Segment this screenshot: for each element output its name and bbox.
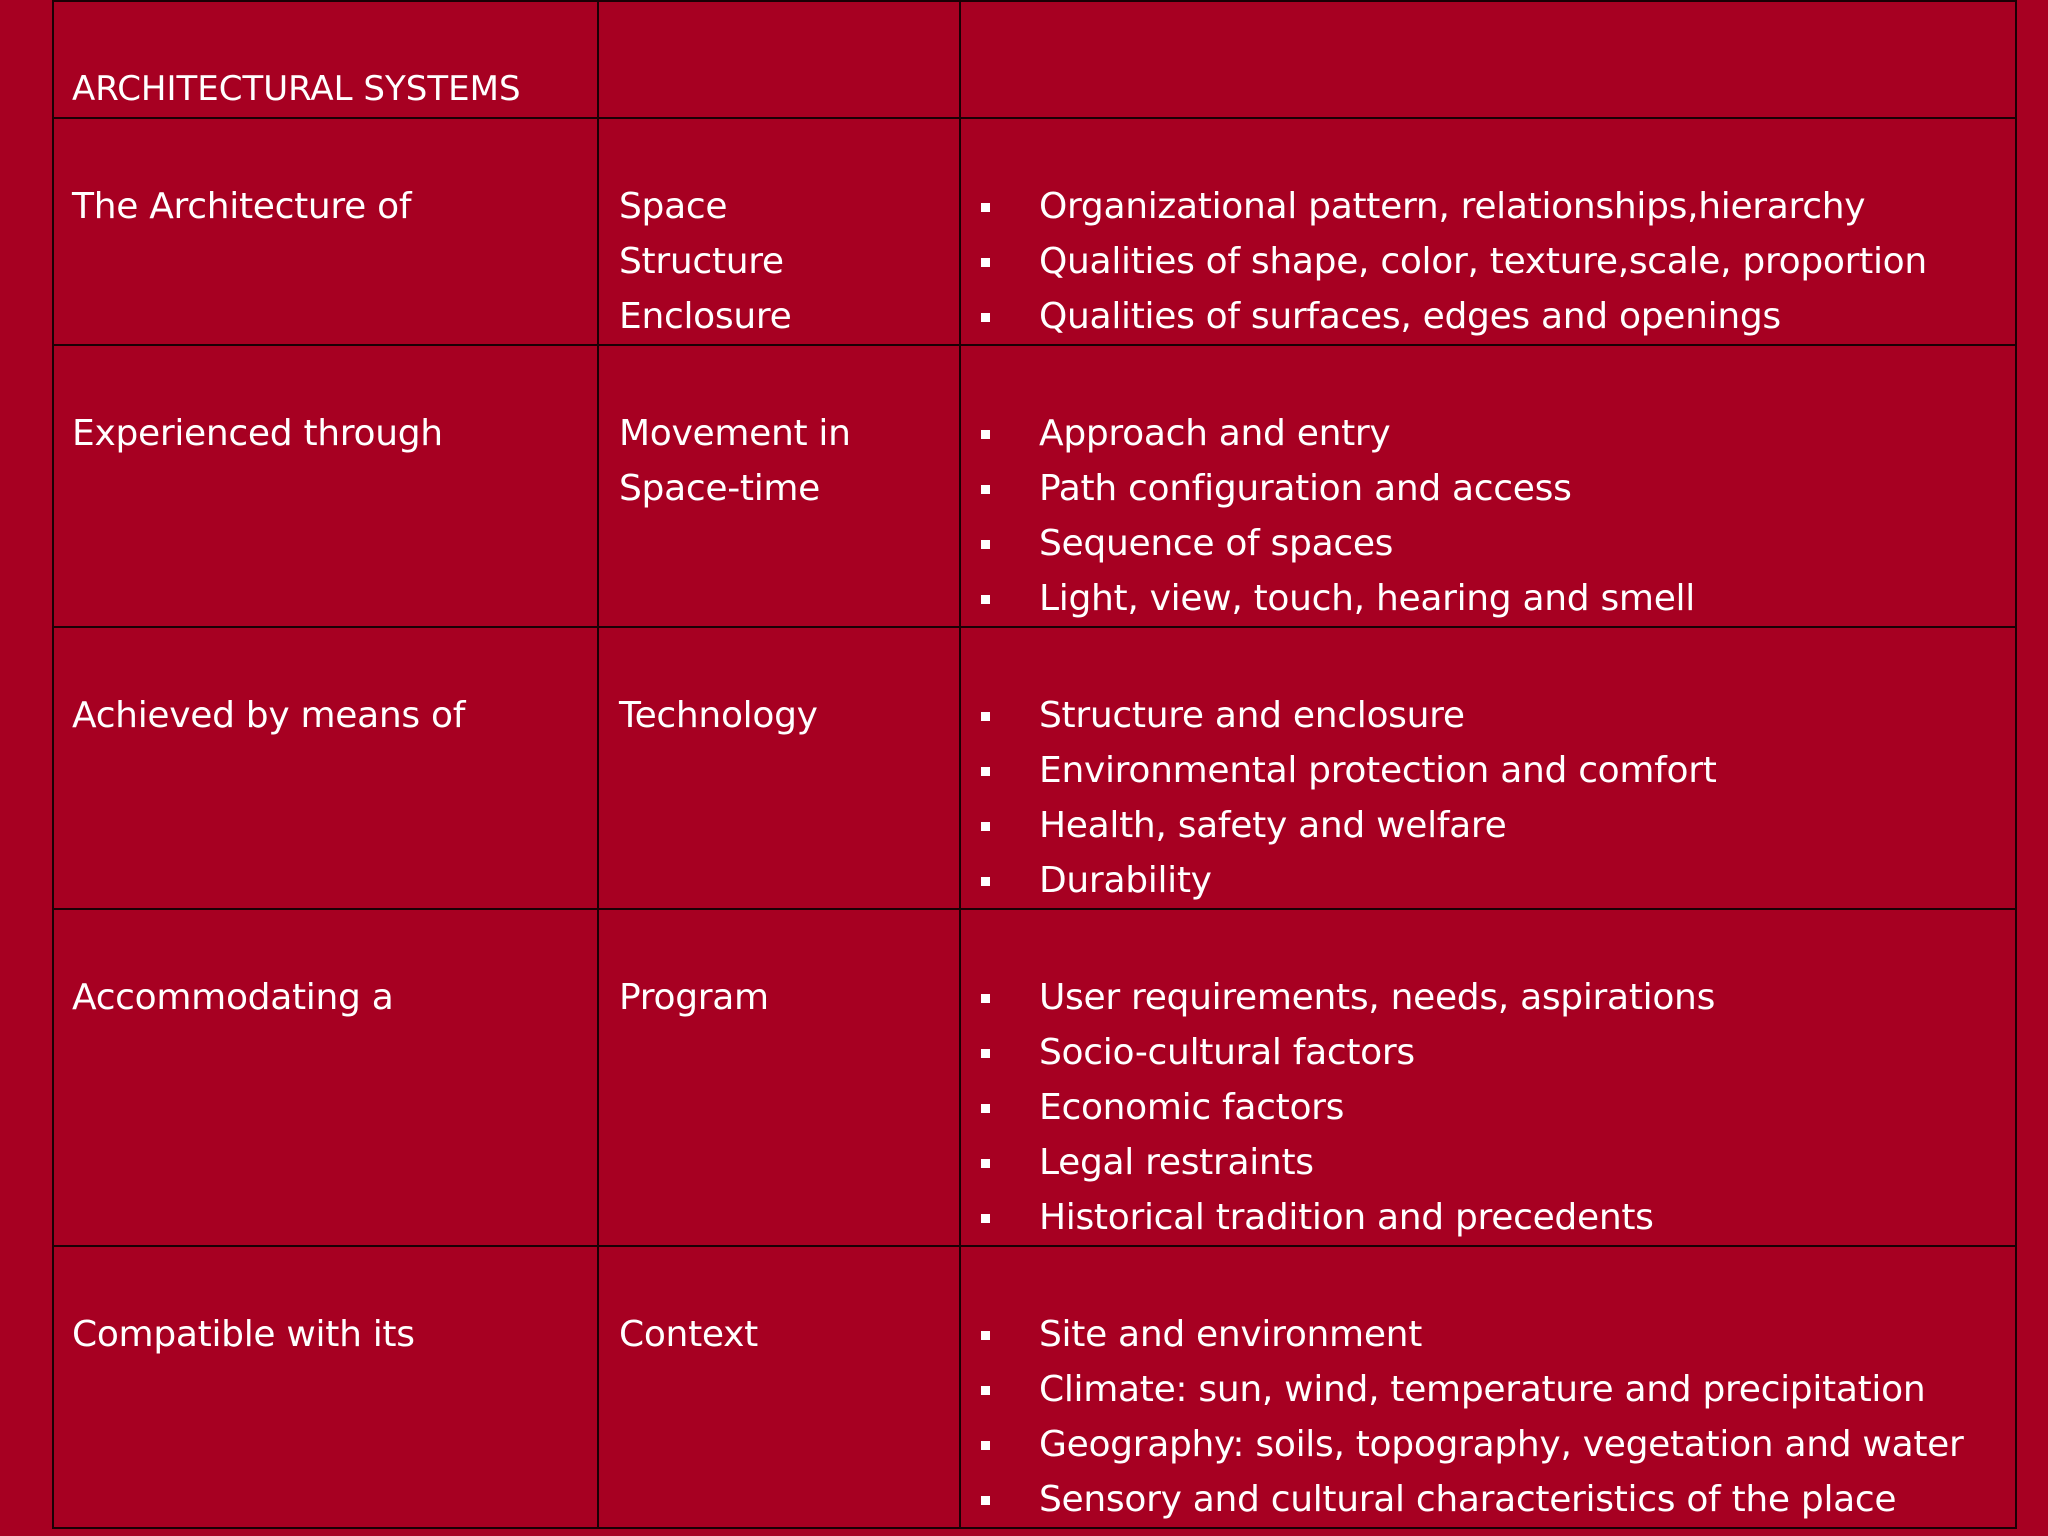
row-term: Structure: [619, 241, 784, 282]
list-item: Socio-cultural factors: [961, 1025, 2015, 1080]
list-item: Durability: [961, 853, 2015, 908]
row-label: Accommodating a: [72, 977, 394, 1018]
slide: [52, 0, 2015, 1520]
row-term: Space: [619, 186, 728, 227]
row-terms-cell: [598, 118, 960, 345]
row-label: The Architecture of: [72, 186, 412, 227]
list-item: Environmental protection and comfort: [961, 743, 2015, 798]
table-row: [53, 118, 2016, 345]
row-term: Space-time: [619, 468, 821, 509]
row-term: Technology: [619, 695, 818, 736]
table-row: [53, 627, 2016, 909]
list-item: Sequence of spaces: [961, 516, 2015, 571]
list-item: Qualities of shape, color, texture,scale, proportion: [961, 234, 2015, 289]
list-item: Sensory and cultural characteristics of the place: [961, 1472, 2015, 1527]
row-items-cell: [960, 118, 2016, 345]
row-items-cell: [960, 909, 2016, 1246]
row-terms-cell: [598, 627, 960, 909]
row-label-cell: [53, 627, 598, 909]
header-empty-cell: [598, 1, 960, 118]
table-row: [53, 909, 2016, 1246]
bullet-list: [961, 119, 2015, 344]
bullet-list: [961, 346, 2015, 626]
row-term: Enclosure: [619, 296, 792, 337]
list-item: Health, safety and welfare: [961, 798, 2015, 853]
list-item: Site and environment: [961, 1307, 2015, 1362]
row-label: Achieved by means of: [72, 695, 466, 736]
bullet-list: [961, 910, 2015, 1245]
bullet-list: [961, 628, 2015, 908]
table-title: ARCHITECTURAL SYSTEMS: [72, 69, 521, 109]
list-item: Economic factors: [961, 1080, 2015, 1135]
row-label: Experienced through: [72, 413, 443, 454]
row-label: Compatible with its: [72, 1314, 415, 1355]
row-term: Movement in: [619, 413, 851, 454]
list-item: Geography: soils, topography, vegetation and water: [961, 1417, 2015, 1472]
row-term: Program: [619, 977, 769, 1018]
row-items-cell: [960, 627, 2016, 909]
row-items-cell: [960, 1246, 2016, 1528]
row-items-cell: [960, 345, 2016, 627]
architectural-systems-table: [52, 0, 2017, 1529]
row-terms-cell: [598, 1246, 960, 1528]
row-label-cell: [53, 1246, 598, 1528]
header-empty-cell: [960, 1, 2016, 118]
row-terms-cell: [598, 909, 960, 1246]
list-item: Organizational pattern, relationships,hierarchy: [961, 179, 2015, 234]
list-item: Legal restraints: [961, 1135, 2015, 1190]
list-item: Approach and entry: [961, 406, 2015, 461]
list-item: Qualities of surfaces, edges and openings: [961, 289, 2015, 344]
table-row: [53, 345, 2016, 627]
row-terms-cell: [598, 345, 960, 627]
list-item: Climate: sun, wind, temperature and precipitation: [961, 1362, 2015, 1417]
row-label-cell: [53, 345, 598, 627]
list-item: Structure and enclosure: [961, 688, 2015, 743]
list-item: Historical tradition and precedents: [961, 1190, 2015, 1245]
list-item: User requirements, needs, aspirations: [961, 970, 2015, 1025]
bullet-list: [961, 1247, 2015, 1527]
table-row: [53, 1246, 2016, 1528]
row-label-cell: [53, 909, 598, 1246]
row-label-cell: [53, 118, 598, 345]
header-cell: [53, 1, 598, 118]
list-item: Light, view, touch, hearing and smell: [961, 571, 2015, 626]
table-header-row: [53, 1, 2016, 118]
row-term: Context: [619, 1314, 758, 1355]
list-item: Path configuration and access: [961, 461, 2015, 516]
